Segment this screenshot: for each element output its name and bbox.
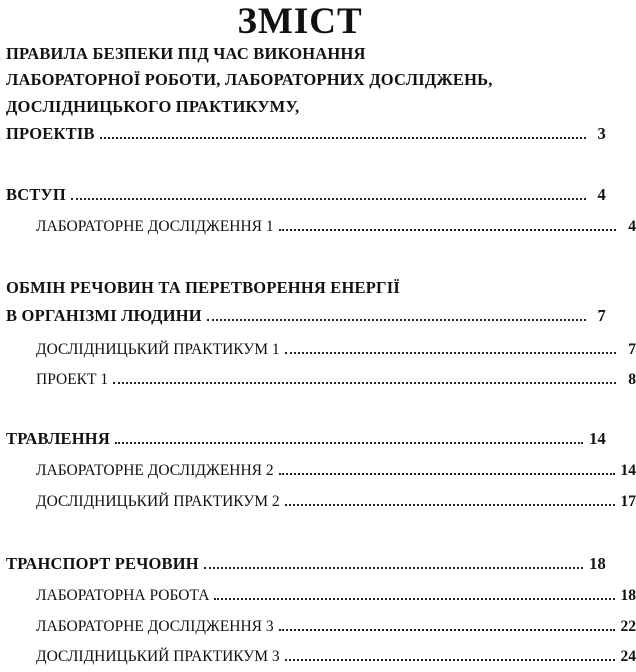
dot-leader (214, 598, 614, 600)
toc-entry-label: ЛАБОРАТОРНЕ ДОСЛІДЖЕННЯ 3 (36, 618, 274, 635)
toc-subentry[interactable] (36, 490, 636, 514)
toc-entry-label: ДОСЛІДНИЦЬКИЙ ПРАКТИКУМ 1 (36, 341, 280, 358)
toc-entry-intro[interactable] (6, 183, 606, 207)
dot-leader (207, 319, 586, 321)
toc-entry-label: ТРАНСПОРТ РЕЧОВИН (6, 554, 199, 573)
toc-page-number: 14 (620, 462, 636, 479)
dot-leader (279, 629, 615, 631)
toc-entry-label: ДОСЛІДНИЦЬКИЙ ПРАКТИКУМ 3 (36, 648, 280, 665)
toc-entry-label: ЛАБОРАТОРНЕ ДОСЛІДЖЕННЯ 2 (36, 462, 274, 479)
page-title: ЗМІСТ (237, 1, 363, 42)
toc-subentry[interactable] (36, 215, 636, 239)
toc-entry-label: ВСТУП (6, 185, 66, 204)
toc-page-number: 3 (597, 124, 606, 143)
toc-entry-label: ЛАБОРАТОРНЕ ДОСЛІДЖЕННЯ 1 (36, 218, 274, 235)
dot-leader (204, 567, 583, 569)
toc-subentry[interactable] (36, 645, 636, 669)
toc-page-number: 18 (589, 554, 606, 573)
dot-leader (71, 198, 586, 200)
toc-page-number: 8 (628, 371, 636, 388)
toc-page-number: 18 (620, 587, 636, 604)
toc-entry-label: ЛАБОРАТОРНА РОБОТА (36, 587, 210, 604)
toc-section-title-line: ЛАБОРАТОРНОЇ РОБОТИ, ЛАБОРАТОРНИХ ДОСЛІДЖЕНЬ, (6, 70, 493, 89)
dot-leader (115, 442, 583, 444)
toc-entry-metabolism[interactable] (6, 304, 606, 328)
toc-subentry[interactable] (36, 338, 636, 362)
toc-entry-label: ДОСЛІДНИЦЬКИЙ ПРАКТИКУМ 2 (36, 493, 280, 510)
toc-entry-label: В ОРГАНІЗМІ ЛЮДИНИ (6, 306, 202, 325)
toc-page-number: 17 (620, 493, 636, 510)
toc-entry-label: ТРАВЛЕННЯ (6, 429, 110, 448)
dot-leader (279, 229, 616, 231)
toc-entry-safety-rules[interactable] (6, 122, 606, 146)
toc-subentry[interactable] (36, 584, 636, 608)
toc-page-number: 4 (597, 185, 606, 204)
toc-subentry[interactable] (36, 368, 636, 392)
toc-entry-transport[interactable] (6, 552, 606, 576)
toc-page-number: 22 (620, 618, 636, 635)
toc-page-number: 7 (597, 306, 606, 325)
toc-section-title-line: ОБМІН РЕЧОВИН ТА ПЕРЕТВОРЕННЯ ЕНЕРГІЇ (6, 278, 400, 297)
toc-entry-digestion[interactable] (6, 427, 606, 451)
toc-page-number: 4 (628, 218, 636, 235)
toc-section-title-line: ДОСЛІДНИЦЬКОГО ПРАКТИКУМУ, (6, 97, 300, 116)
dot-leader (285, 504, 615, 506)
dot-leader (285, 352, 616, 354)
toc-subentry[interactable] (36, 459, 636, 483)
dot-leader (100, 137, 586, 139)
toc-page-number: 24 (620, 648, 636, 665)
toc-page-number: 14 (589, 429, 606, 448)
dot-leader (113, 382, 616, 384)
toc-subentry[interactable] (36, 615, 636, 639)
toc-page-number: 7 (628, 341, 636, 358)
toc-entry-label: ПРОЕКТІВ (6, 124, 95, 143)
dot-leader (285, 659, 615, 661)
toc-section-title-line: ПРАВИЛА БЕЗПЕКИ ПІД ЧАС ВИКОНАННЯ (6, 44, 366, 63)
toc-entry-label: ПРОЕКТ 1 (36, 371, 109, 388)
dot-leader (279, 473, 615, 475)
